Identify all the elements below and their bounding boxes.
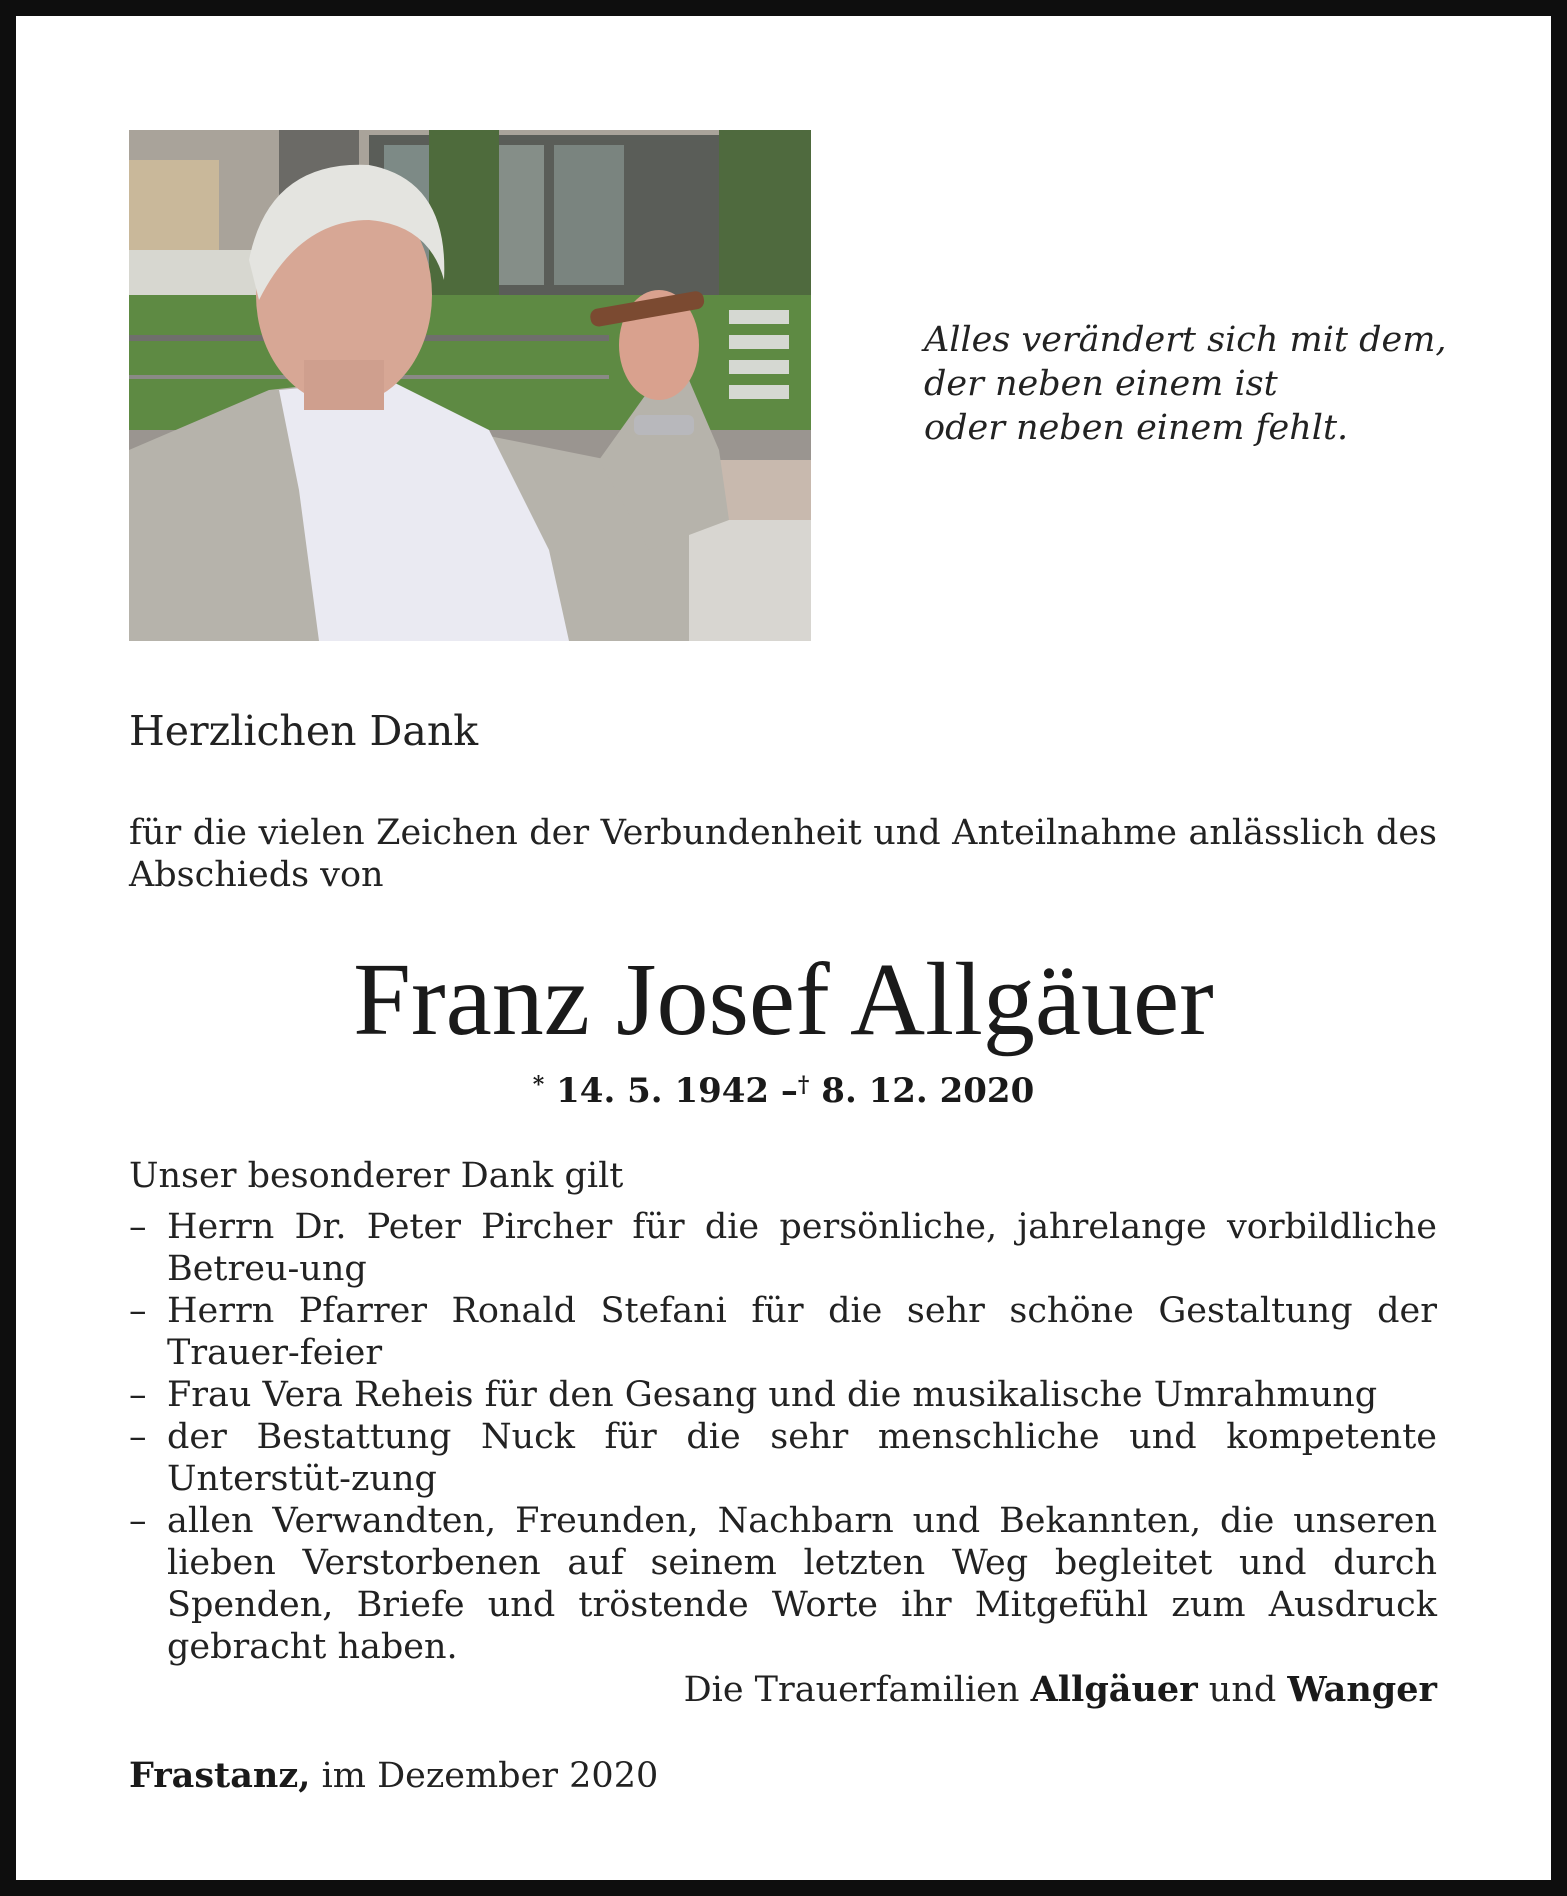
- quote: [924, 318, 1447, 450]
- list-item-text: der Bestattung Nuck für die sehr menschliche und kompetente Unterstüt-zung: [167, 1417, 1437, 1499]
- death-date: 8. 12. 2020: [821, 1071, 1035, 1111]
- date-separator: –: [780, 1071, 798, 1111]
- portrait-photo-icon: [129, 130, 811, 641]
- family-signature: [684, 1669, 1437, 1710]
- list-item-text: Herrn Pfarrer Ronald Stefani für die sehr schöne Gestaltung der Trauer-feier: [167, 1291, 1437, 1373]
- quote-line: oder neben einem fehlt.: [924, 408, 1349, 448]
- list-marker: –: [129, 1291, 147, 1331]
- list-item: [129, 1416, 1437, 1500]
- list-item-text: Herrn Dr. Peter Pircher für die persönliche, jahrelange vorbildliche Betreu-ung: [167, 1207, 1437, 1289]
- list-item: [129, 1206, 1437, 1290]
- list-marker: –: [129, 1207, 147, 1247]
- signature-prefix: Die Trauerfamilien: [683, 1670, 1020, 1710]
- thanks-list: [129, 1206, 1437, 1668]
- birth-symbol: *: [532, 1072, 545, 1098]
- list-item: [129, 1374, 1437, 1416]
- list-item: [129, 1290, 1437, 1374]
- place-date: [129, 1755, 658, 1796]
- list-marker: –: [129, 1375, 147, 1415]
- quote-line: Alles verändert sich mit dem,: [924, 320, 1447, 360]
- quote-line: der neben einem ist: [924, 364, 1278, 404]
- signature-conjunction: und: [1208, 1670, 1277, 1710]
- life-dates: [0, 1071, 1567, 1111]
- family-name-2: Wanger: [1287, 1669, 1437, 1710]
- portrait-photo: [129, 130, 811, 641]
- list-item-text: allen Verwandten, Freunden, Nachbarn und Bekannten, die unseren lieben Verstorbenen auf seinem letzten Weg begleitet und durch Spenden, Briefe und tröstende Worte ihr Mitgefühl zum Ausdruck gebracht haben.: [167, 1501, 1437, 1667]
- list-marker: –: [129, 1501, 147, 1541]
- place-city: Frastanz,: [129, 1755, 311, 1796]
- list-item-text: Frau Vera Reheis für den Gesang und die musikalische Umrahmung: [167, 1375, 1378, 1415]
- family-name-1: Allgäuer: [1030, 1669, 1198, 1710]
- thanks-heading: Herzlichen Dank: [129, 707, 479, 755]
- intro-text: für die vielen Zeichen der Verbundenheit und Anteilnahme anlässlich des Abschieds von: [129, 813, 1437, 895]
- list-item: [129, 1500, 1437, 1668]
- death-symbol: †: [797, 1072, 810, 1098]
- birth-date: 14. 5. 1942: [556, 1071, 770, 1111]
- list-marker: –: [129, 1417, 147, 1457]
- special-thanks-intro: Unser besonderer Dank gilt: [129, 1156, 624, 1196]
- deceased-name: Franz Josef Allgäuer: [353, 942, 1214, 1057]
- place-month: im Dezember 2020: [321, 1756, 659, 1796]
